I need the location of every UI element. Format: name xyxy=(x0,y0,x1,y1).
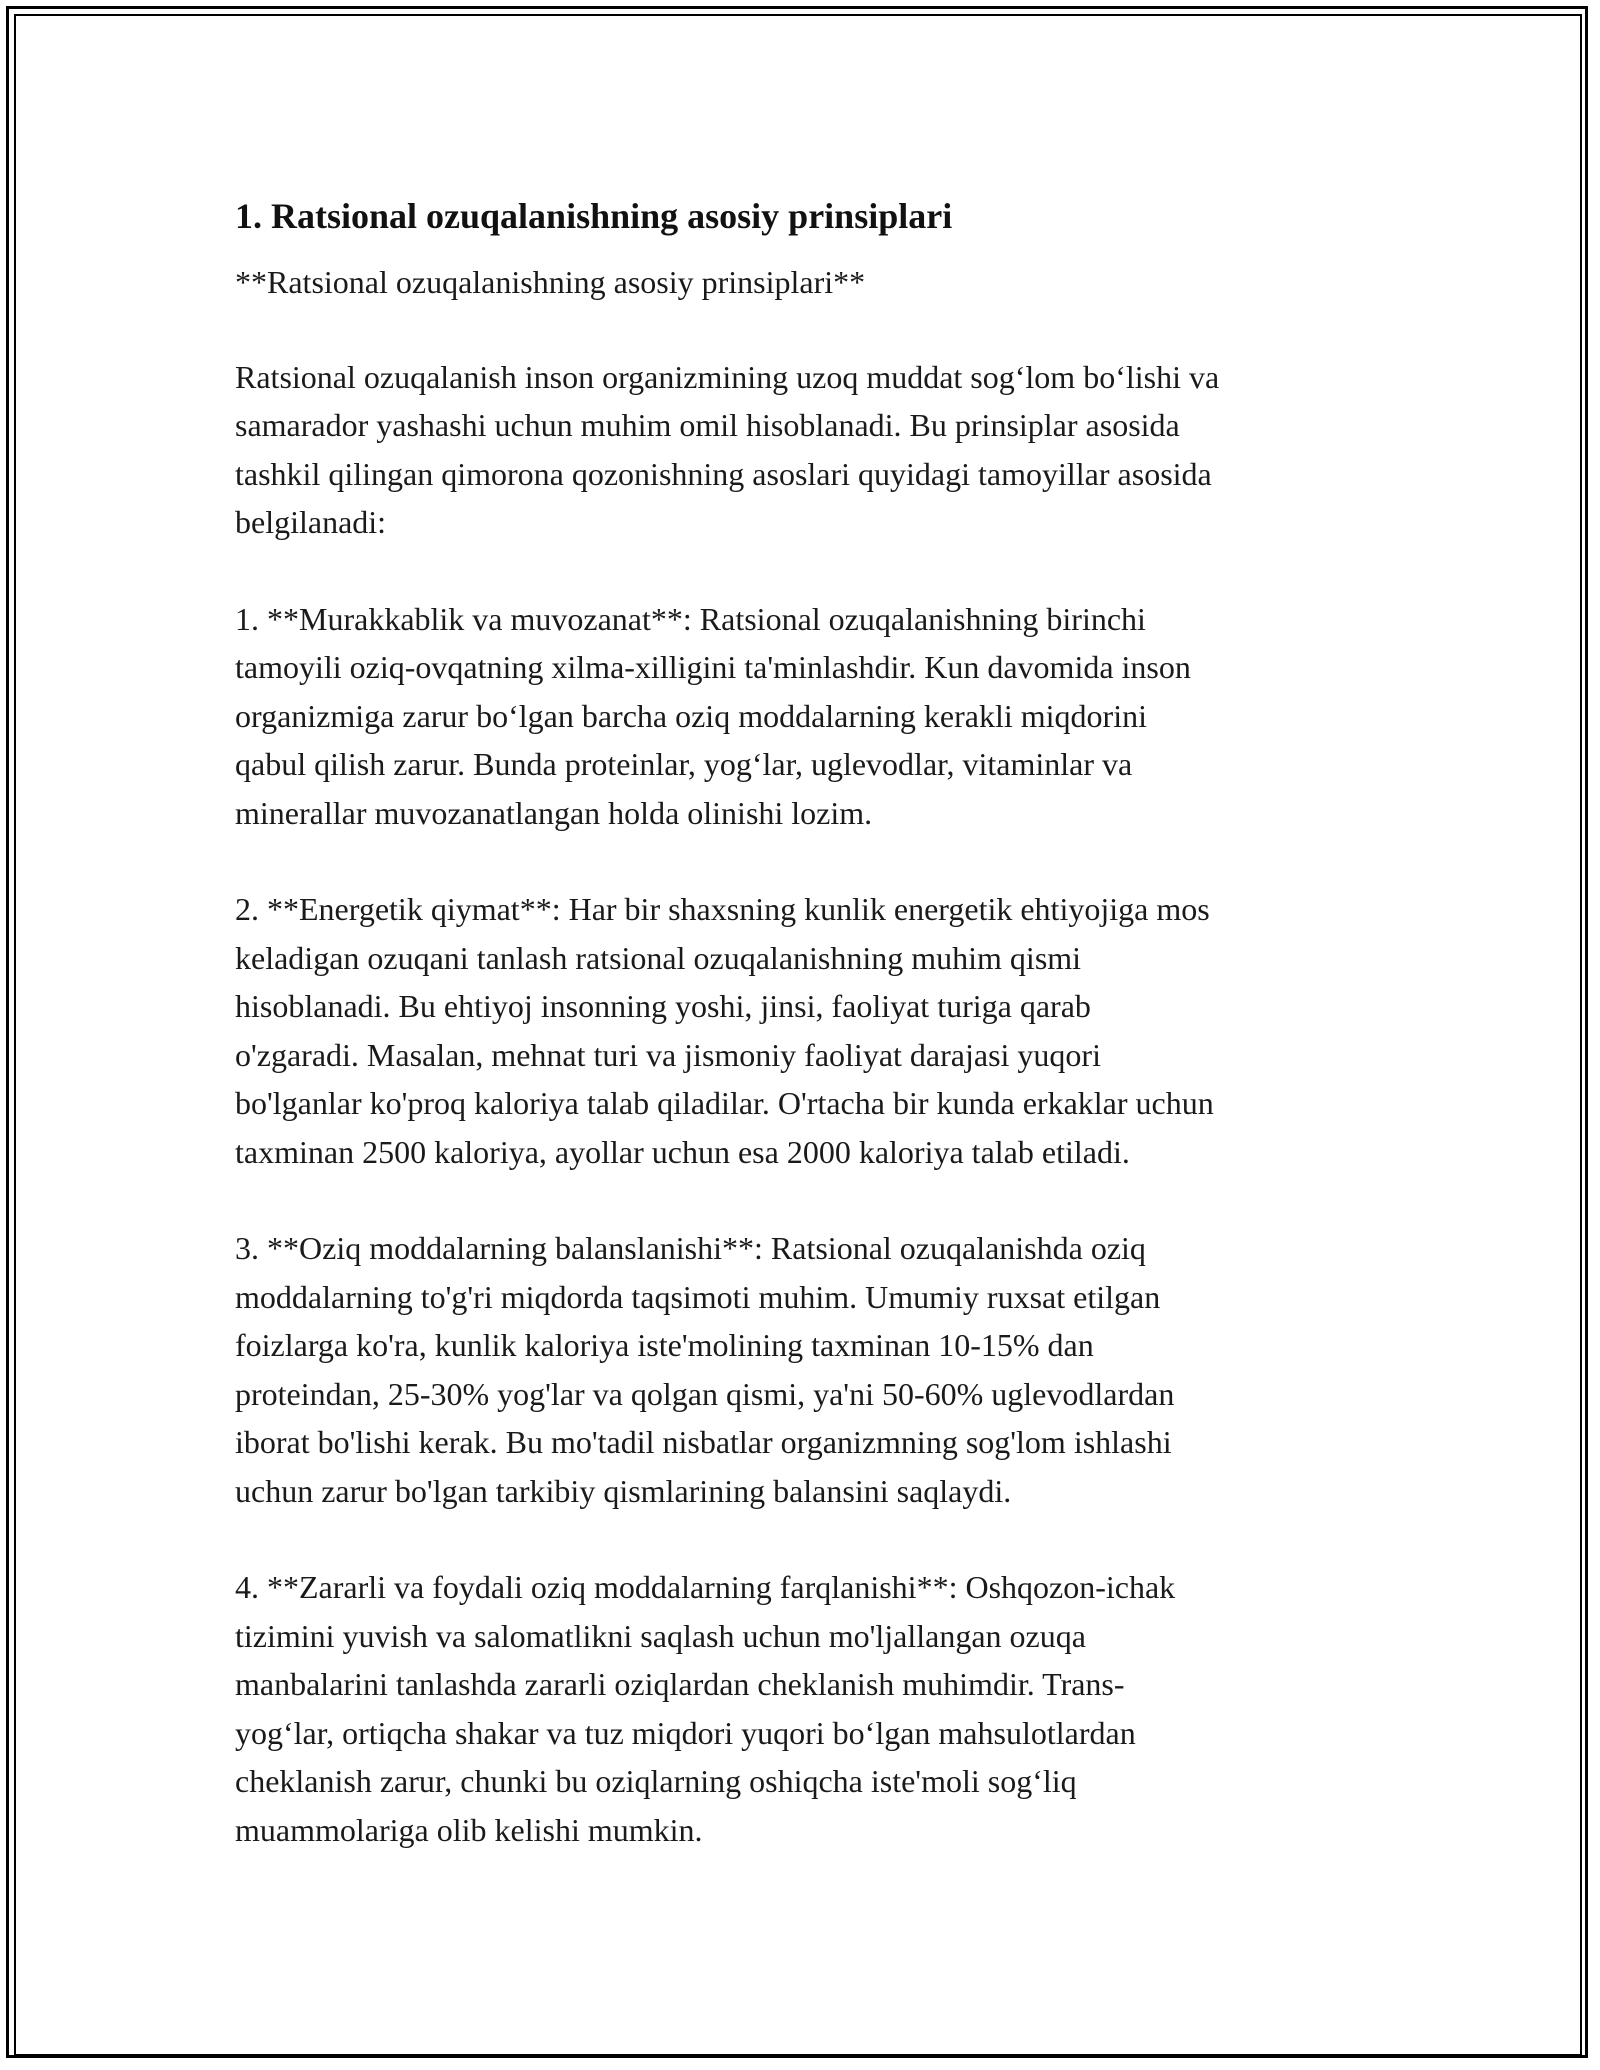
intro-paragraph: Ratsional ozuqalanish inson organizmining uzoq muddat sog‘lom bo‘lishi va samarador yashashi uchun muhim omil hisoblanadi. Bu prinsiplar asosida tashkil qilingan qimorona qozonishning asoslari quyidagi tamoyillar asosida belgilanadi: xyxy=(235,358,1220,540)
principle-1-paragraph: 1. **Murakkablik va muvozanat**: Ratsional ozuqalanishning birinchi tamoyili oziq-ovqatning xilma-xilligini ta'minlashdir. Kun davomida inson organizmiga zarur bo‘lgan barcha oziq moddalarning kerakli miqdorini qabul qilish zarur. Bunda proteinlar, yog‘lar, uglevodlar, vitaminlar va minerallar muvozanatlangan holda olinishi lozim. xyxy=(235,600,1191,831)
principle-4-paragraph: 4. **Zararli va foydali oziq moddalarning farqlanishi**: Oshqozon-ichak tizimini yuvish va salomatlikni saqlash uchun mo'ljallangan ozuqa manbalarini tanlashda zararli oziqlardan cheklanish muhimdir. Trans- yog‘lar, ortiqcha shakar va tuz miqdori yuqori bo‘lgan mahsulotlardan cheklanish zarur, chunki bu oziqlarning oshiqcha iste'moli sog‘liq muammolariga olib kelishi mumkin. xyxy=(235,1569,1176,1848)
principle-3-paragraph: 3. **Oziq moddalarning balanslanishi**: Ratsional ozuqalanishda oziq moddalarning to'g'ri miqdorda taqsimoti muhim. Umumiy ruxsat etilgan foizlarga ko'ra, kunlik kaloriya iste'molining taxminan 10-15% dan proteindan, 25-30% yog'lar va qolgan qismi, ya'ni 50-60% uglevodlardan iborat bo'lishi kerak. Bu mo'tadil nisbatlar organizmning sog'lom ishlashi uchun zarur bo'lgan tarkibiy qismlarining balansini saqlaydi. xyxy=(235,1230,1175,1509)
document-body xyxy=(235,188,1365,1902)
section-heading: 1. Ratsional ozuqalanishning asosiy prinsiplari xyxy=(235,196,953,236)
principle-2-paragraph: 2. **Energetik qiymat**: Har bir shaxsning kunlik energetik ehtiyojiga mos keladigan ozuqani tanlash ratsional ozuqalanishning muhim qismi hisoblanadi. Bu ehtiyoj insonning yoshi, jinsi, faoliyat turiga qarab o'zgaradi. Masalan, mehnat turi va jismoniy faoliyat darajasi yuqori bo'lganlar ko'proq kaloriya talab qiladilar. O'rtacha bir kunda erkaklar uchun taxminan 2500 kaloriya, ayollar uchun esa 2000 kaloriya talab etiladi. xyxy=(235,891,1214,1170)
subtitle-paragraph: **Ratsional ozuqalanishning asosiy prinsiplari** xyxy=(235,264,866,300)
